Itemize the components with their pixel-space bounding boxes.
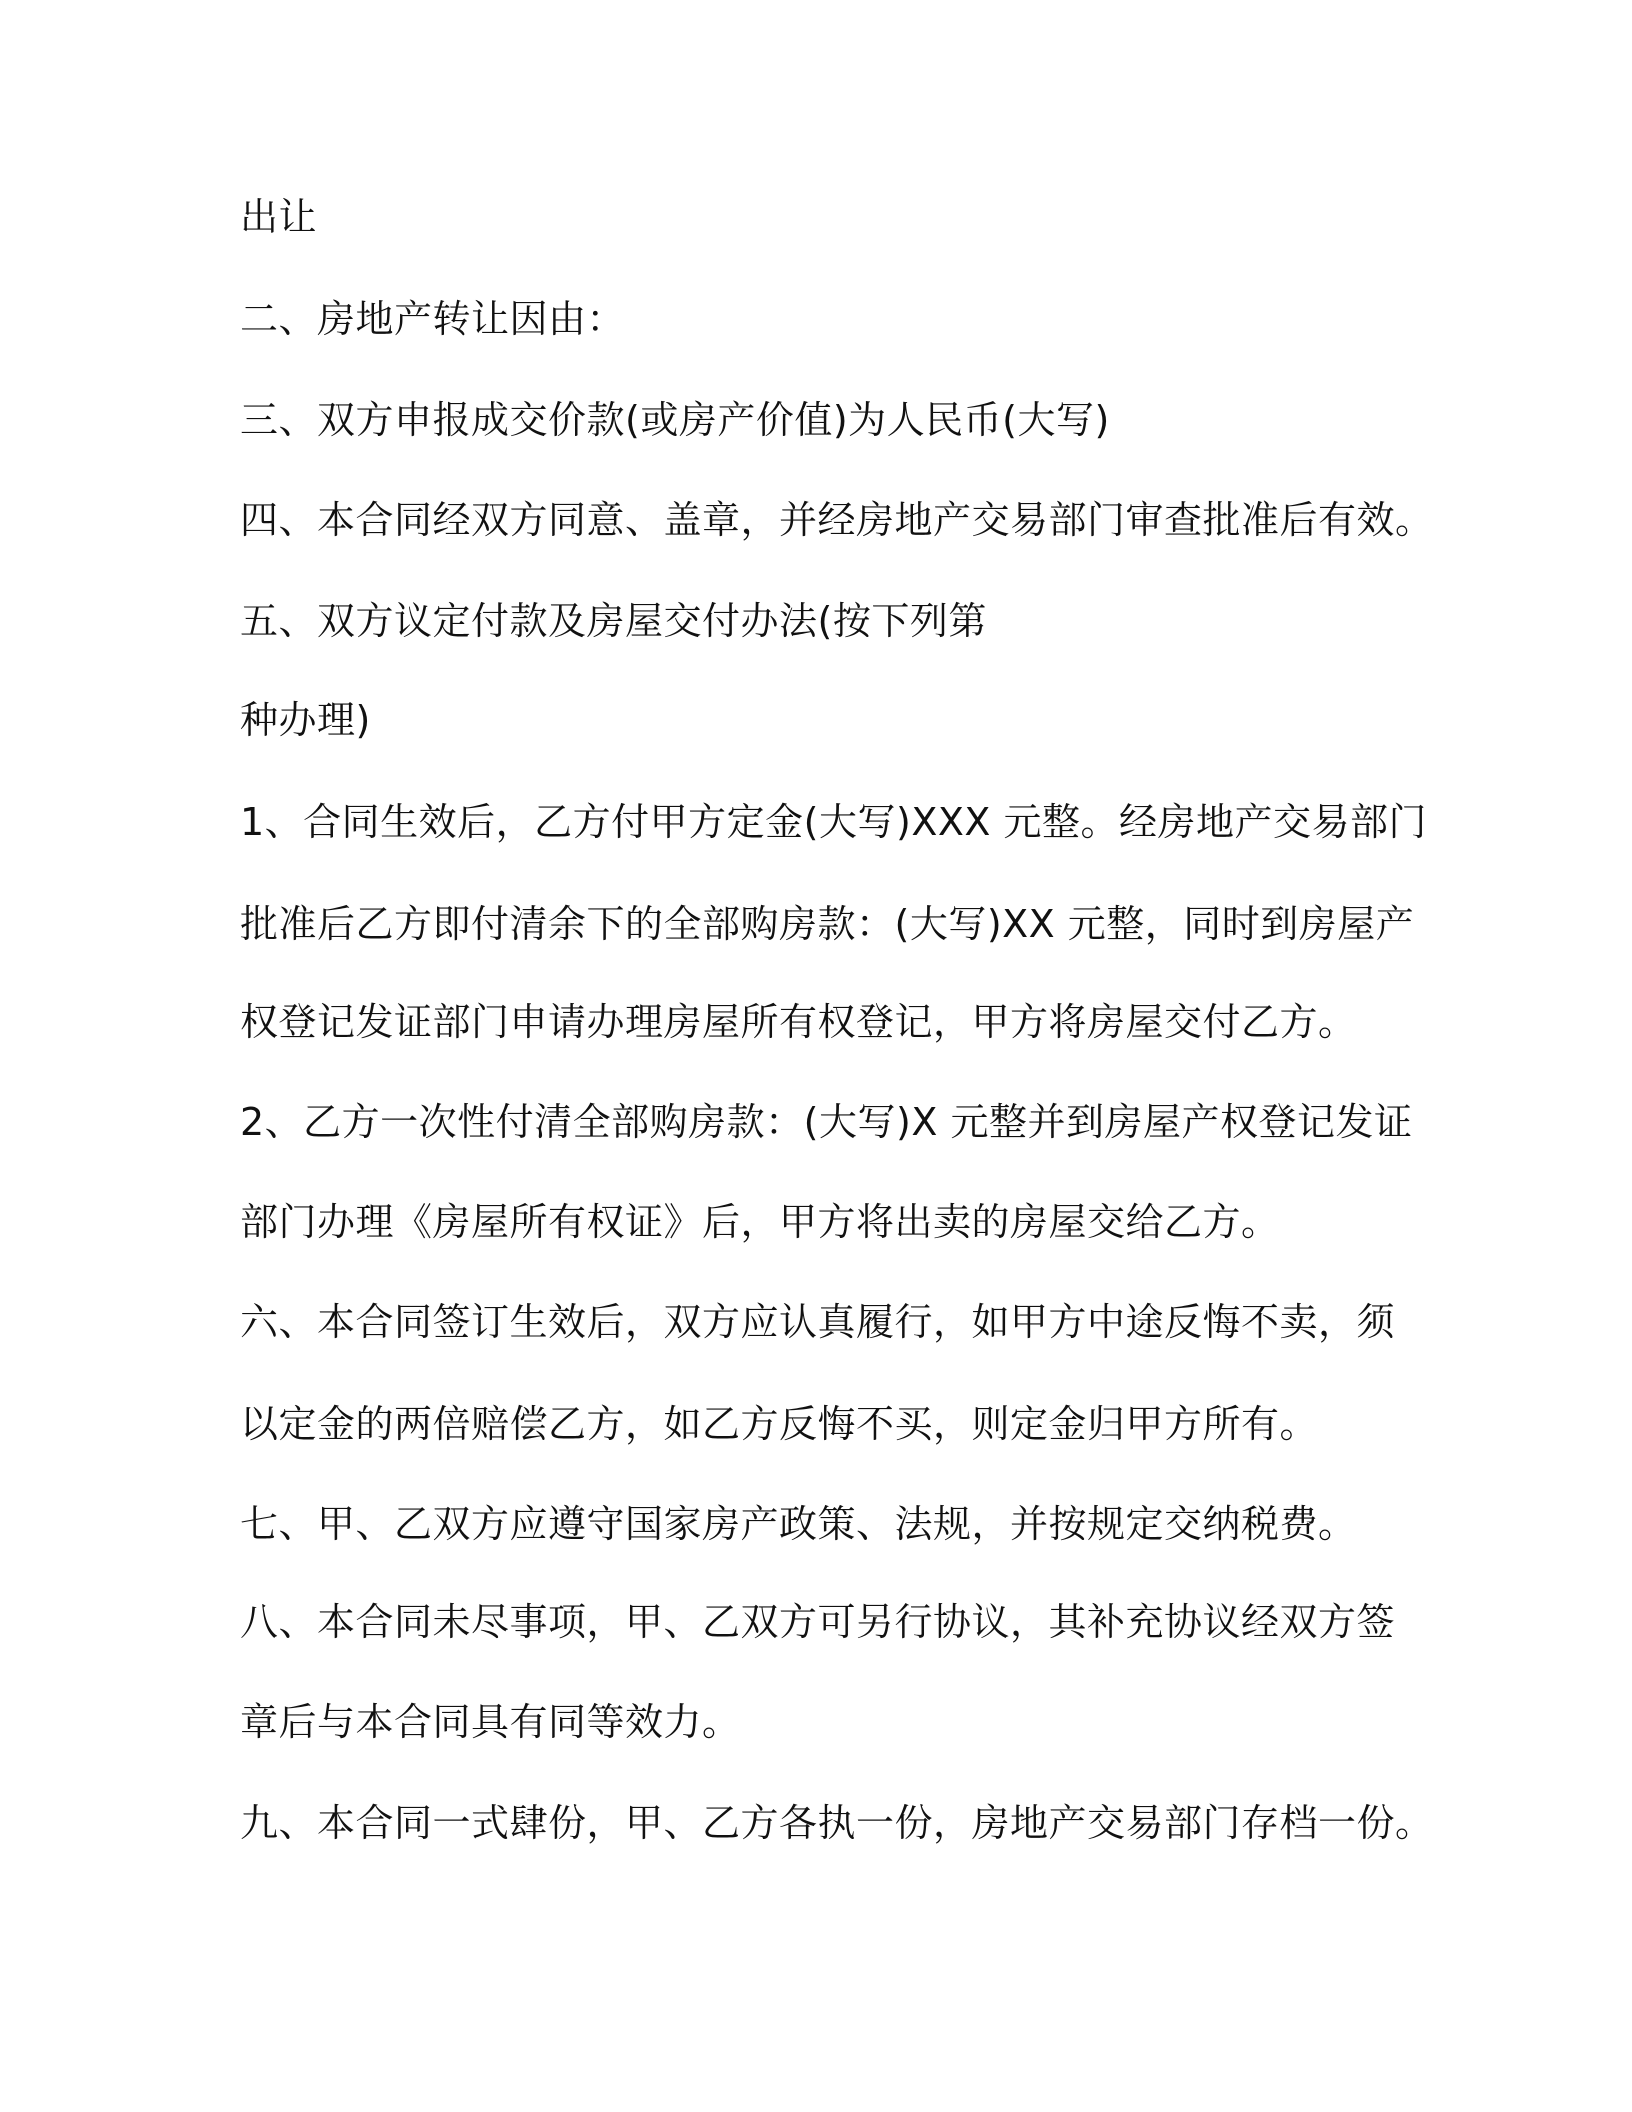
- text-line: 九、本合同一式肆份，甲、乙方各执一份，房地产交易部门存档一份。: [240, 1801, 1434, 1845]
- text-line: 七、甲、乙双方应遵守国家房产政策、法规，并按规定交纳税费。: [240, 1502, 1357, 1546]
- text-line: 四、本合同经双方同意、盖章，并经房地产交易部门审查批准后有效。: [240, 498, 1434, 542]
- text-line: 1、合同生效后，乙方付甲方定金(大写)XXX 元整。经房地产交易部门: [240, 800, 1428, 844]
- text-line: 章后与本合同具有同等效力。: [240, 1700, 741, 1744]
- text-line: 以定金的两倍赔偿乙方，如乙方反悔不买，则定金归甲方所有。: [240, 1402, 1319, 1446]
- text-line: 八、本合同未尽事项，甲、乙双方可另行协议，其补充协议经双方签: [240, 1600, 1396, 1644]
- text-line: 六、本合同签订生效后，双方应认真履行，如甲方中途反悔不卖，须: [240, 1300, 1396, 1344]
- text-line: 权登记发证部门申请办理房屋所有权登记，甲方将房屋交付乙方。: [240, 1000, 1357, 1044]
- text-line: 2、乙方一次性付清全部购房款：(大写)X 元整并到房屋产权登记发证: [240, 1100, 1413, 1144]
- text-line: 五、双方议定付款及房屋交付办法(按下列第: [240, 599, 987, 643]
- text-line: 出让: [240, 195, 318, 239]
- text-line: 批准后乙方即付清余下的全部购房款：(大写)XX 元整，同时到房屋产: [240, 902, 1415, 946]
- text-line: 部门办理《房屋所有权证》后，甲方将出卖的房屋交给乙方。: [240, 1200, 1280, 1244]
- text-line: 三、双方申报成交价款(或房产价值)为人民币(大写): [240, 398, 1110, 442]
- text-line: 种办理): [240, 698, 371, 742]
- text-line: 二、房地产转让因由：: [240, 297, 626, 341]
